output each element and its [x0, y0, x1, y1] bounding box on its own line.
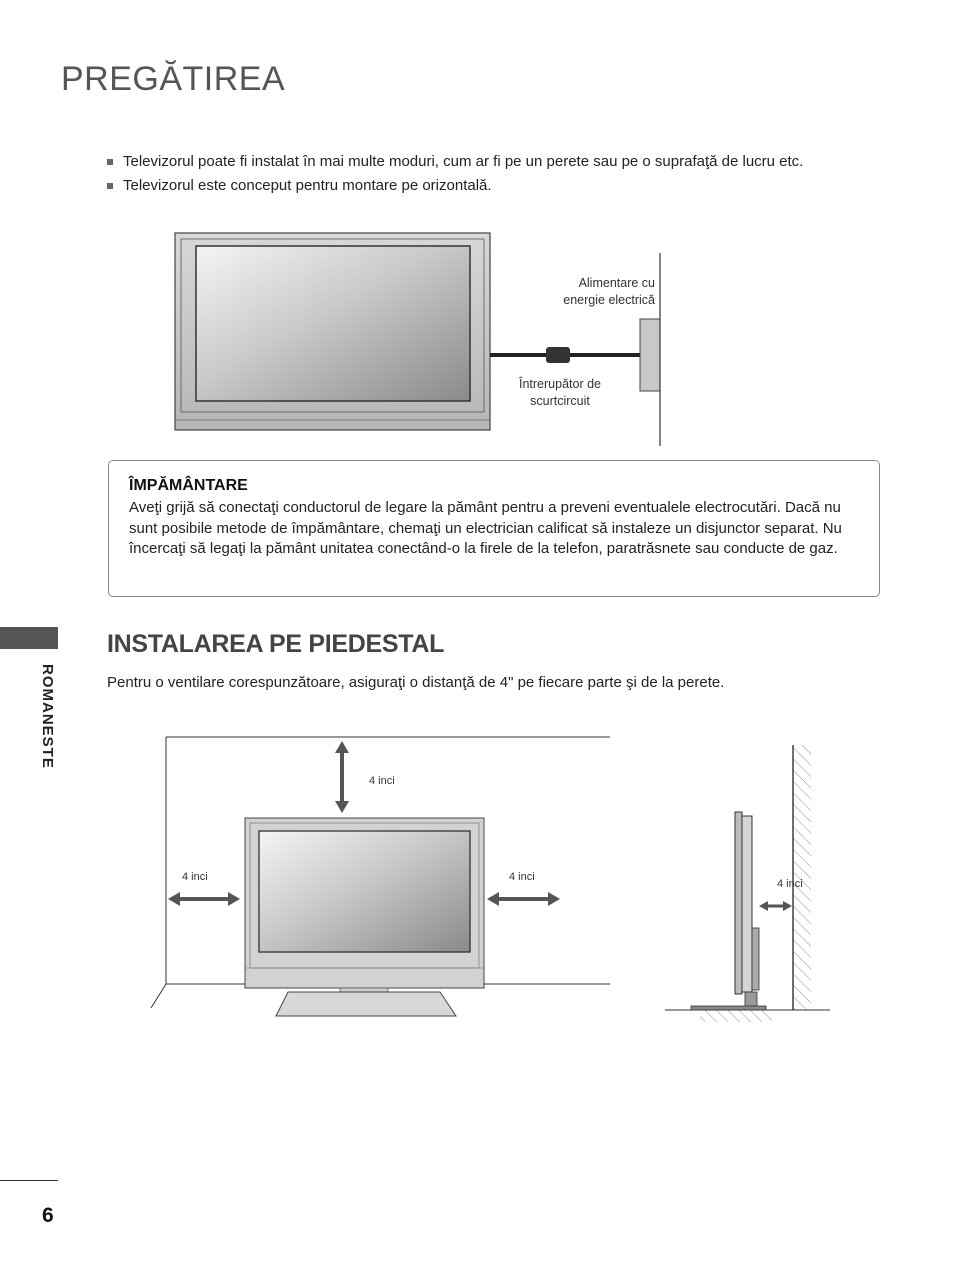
- language-tab-marker: [0, 627, 58, 649]
- tv-front-figure: [175, 233, 490, 430]
- bullet-item: Televizorul este conceput pentru montare pe orizontală.: [107, 174, 803, 198]
- label-left-clearance: 4 inci: [182, 871, 208, 883]
- label-breaker-line2: scurtcircuit: [530, 394, 590, 408]
- grounding-heading: ÎMPĂMÂNTARE: [129, 477, 248, 494]
- stand-section-text: Pentru o ventilare corespunzătoare, asiguraţi o distanţă de 4" pe fiecare parte şi de la perete.: [107, 674, 725, 691]
- label-breaker-line1: Întrerupător de: [519, 377, 601, 391]
- label-top-clearance: 4 inci: [369, 775, 395, 787]
- bullet-item: Televizorul poate fi instalat în mai multe moduri, cum ar fi pe un perete sau pe o suprafaţă de lucru etc.: [107, 150, 803, 174]
- language-side-label: ROMANESTE: [39, 664, 56, 769]
- page-number: 6: [42, 1204, 54, 1227]
- page-title: PREGĂTIREA: [61, 60, 286, 98]
- grounding-text: Aveţi grijă să conectaţi conductorul de legare la pământ pentru a preveni eventualele electrocutări. Dacă nu sunt posibile metode de împământare, chemaţi un electrician calificat să instaleze un disjunctor separat. Nu încercaţi să legaţi la pământ unitatea conectând-o la firele de la telefon, paratrăsnete sau conducte de gaz.: [129, 499, 842, 557]
- stand-section-heading: INSTALAREA PE PIEDESTAL: [107, 630, 445, 658]
- tv-on-stand: [245, 818, 484, 1016]
- grounding-note-box: [108, 460, 880, 597]
- label-right-clearance: 4 inci: [509, 871, 535, 883]
- wall-side-view: [665, 745, 830, 1022]
- label-power-supply-line2: energie electrică: [563, 293, 655, 307]
- label-power-supply-line1: Alimentare cu: [578, 276, 655, 290]
- label-wall-clearance: 4 inci: [777, 878, 803, 890]
- page-number-rule: [0, 1180, 58, 1181]
